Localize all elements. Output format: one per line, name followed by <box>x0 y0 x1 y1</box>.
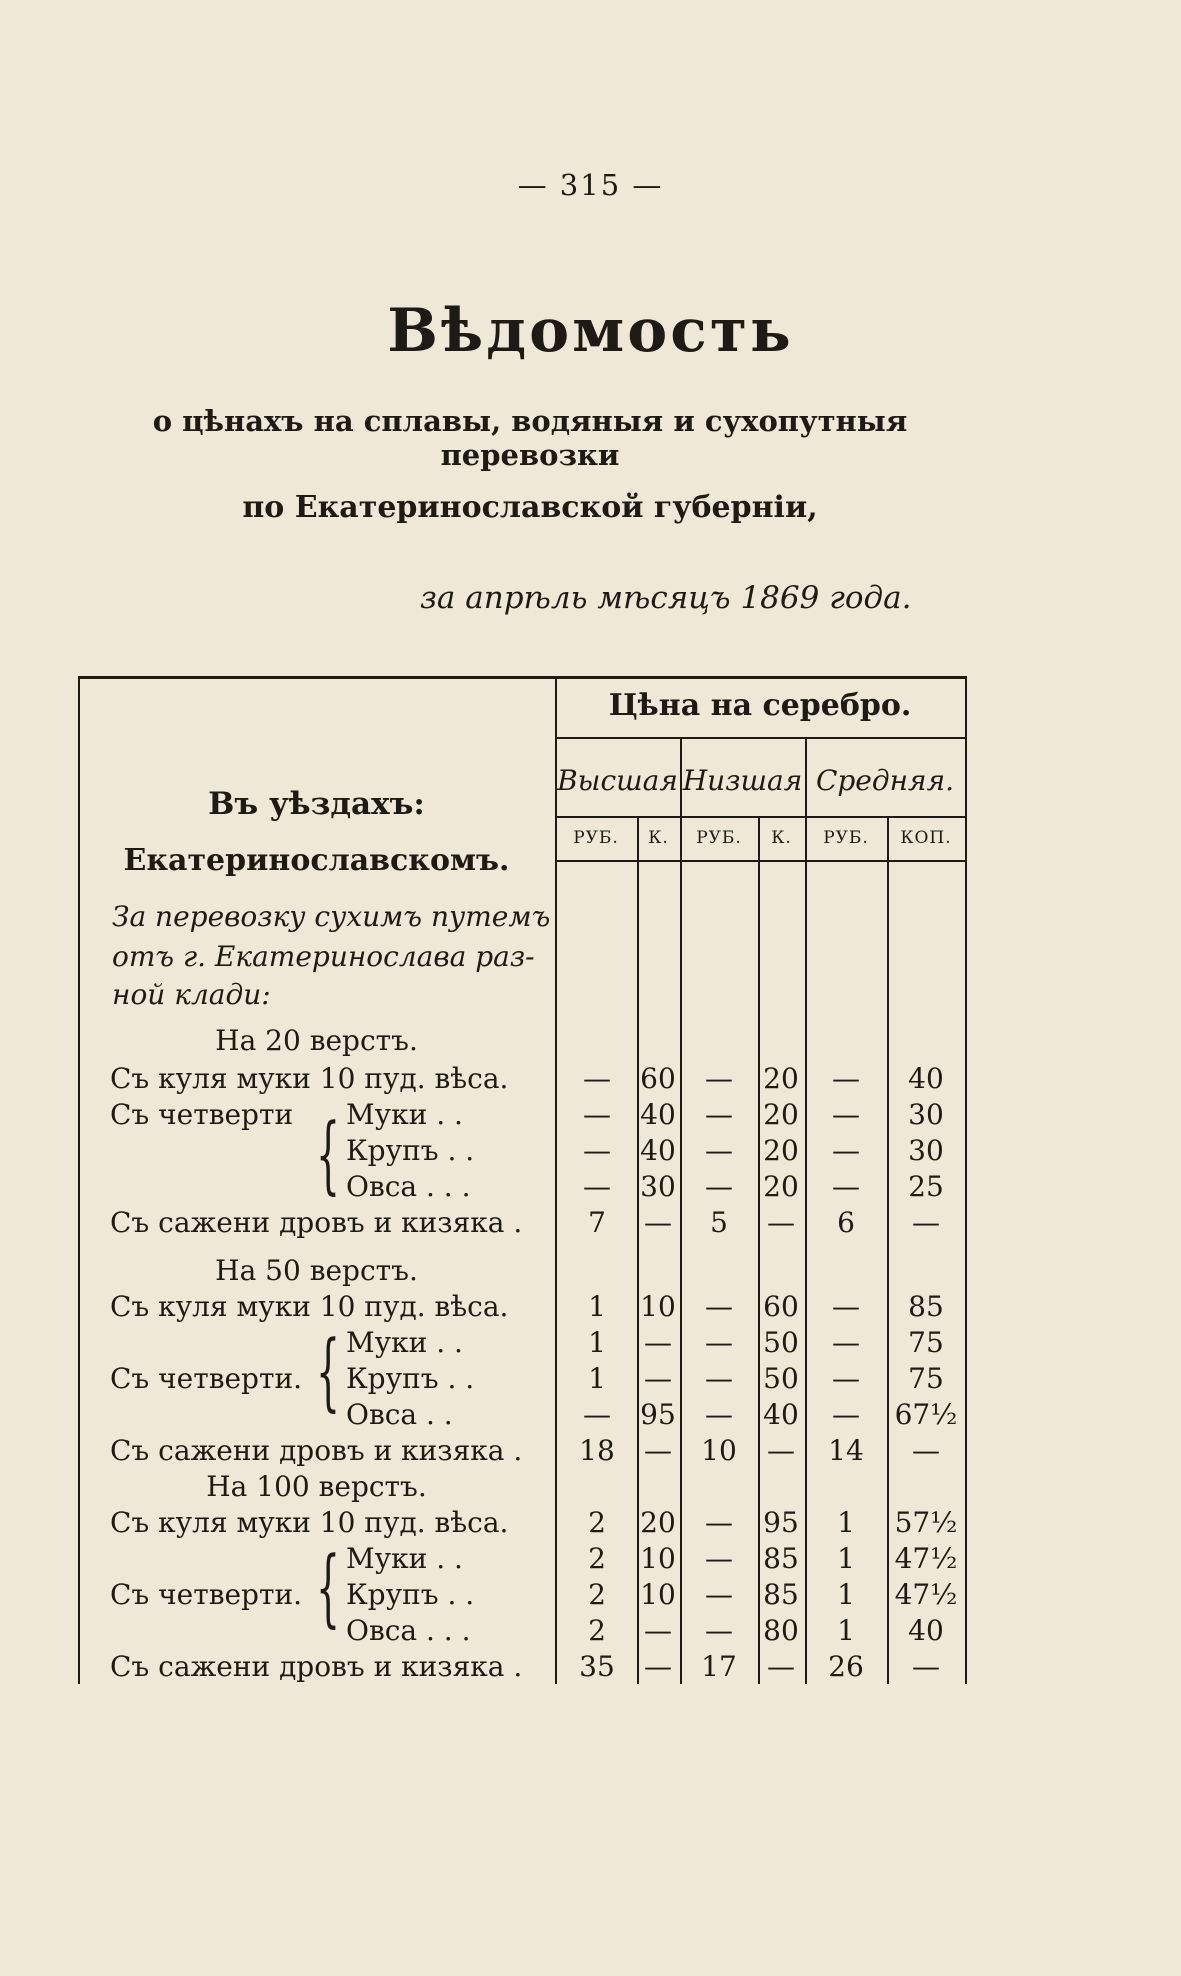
value-cell: 1 <box>588 1290 606 1323</box>
intro-line-1: За перевозку сухимъ путемъ <box>112 900 551 933</box>
value-cell: 85 <box>908 1290 944 1323</box>
value-cell: — <box>832 1326 860 1359</box>
group-lowest: Низшая <box>682 764 803 797</box>
value-cell: 1 <box>588 1326 606 1359</box>
value-cell: 75 <box>908 1326 944 1359</box>
row-sub-label: Овса . . . <box>346 1614 471 1647</box>
value-cell: 10 <box>640 1542 676 1575</box>
row-sub-label: Овса . . <box>346 1398 453 1431</box>
value-cell: — <box>832 1170 860 1203</box>
period-line: за апрѣль мѣсяцъ 1869 года. <box>420 580 912 616</box>
row-label: Съ сажени дровъ и кизяка . <box>110 1650 523 1683</box>
value-cell: 7 <box>588 1206 606 1239</box>
brace-100: { <box>316 1538 341 1636</box>
row-sub-label: Муки . . <box>346 1542 463 1575</box>
value-cell: 40 <box>640 1098 676 1131</box>
value-cell: 17 <box>701 1650 737 1683</box>
value-cell: 14 <box>828 1434 864 1467</box>
value-cell: — <box>644 1206 672 1239</box>
price-header-rule <box>555 737 965 739</box>
value-cell: — <box>705 1542 733 1575</box>
row-label: Съ сажени дровъ и кизяка . <box>110 1206 523 1239</box>
value-cell: 40 <box>908 1614 944 1647</box>
row-sub-label: Крупъ . . <box>346 1134 475 1167</box>
value-cell: 30 <box>908 1134 944 1167</box>
value-cell: — <box>832 1398 860 1431</box>
value-cell: — <box>705 1362 733 1395</box>
document-title: Вѣдомость <box>387 296 794 366</box>
value-cell: 95 <box>640 1398 676 1431</box>
value-cell: 10 <box>701 1434 737 1467</box>
row-label: Съ куля муки 10 пуд. вѣса. <box>110 1506 509 1539</box>
section-heading-50: На 50 верстъ. <box>215 1254 418 1287</box>
unit-kop-3: КОП. <box>900 828 952 848</box>
value-cell: 60 <box>640 1062 676 1095</box>
value-cell: 85 <box>763 1578 799 1611</box>
row-group-label: Съ четверти <box>110 1098 294 1131</box>
unit-kop-1: К. <box>648 828 669 848</box>
value-cell: — <box>644 1326 672 1359</box>
intro-line-2: отъ г. Екатеринослава раз- <box>112 940 535 973</box>
row-label: Съ куля муки 10 пуд. вѣса. <box>110 1062 509 1095</box>
section-heading-100: На 100 верстъ. <box>206 1470 427 1503</box>
row-sub-label: Крупъ . . <box>346 1578 475 1611</box>
value-cell: 20 <box>640 1506 676 1539</box>
value-cell: 35 <box>579 1650 615 1683</box>
value-cell: 2 <box>588 1506 606 1539</box>
price-header: Цѣна на серебро. <box>608 688 912 723</box>
value-cell: — <box>912 1206 940 1239</box>
value-cell: — <box>832 1134 860 1167</box>
value-cell: 18 <box>579 1434 615 1467</box>
value-cell: 20 <box>763 1170 799 1203</box>
value-cell: — <box>705 1134 733 1167</box>
unit-kop-2: К. <box>771 828 792 848</box>
value-cell: — <box>705 1614 733 1647</box>
value-cell: 57½ <box>894 1506 958 1539</box>
value-cell: 75 <box>908 1362 944 1395</box>
group-header-rule <box>555 816 965 818</box>
row-sub-label: Муки . . <box>346 1098 463 1131</box>
value-cell: 80 <box>763 1614 799 1647</box>
unit-rub-1: РУБ. <box>573 828 619 848</box>
table-right-rule <box>965 676 967 1684</box>
group-highest: Высшая <box>557 764 678 797</box>
value-cell: — <box>705 1062 733 1095</box>
value-cell: — <box>583 1134 611 1167</box>
value-cell: 40 <box>640 1134 676 1167</box>
value-cell: — <box>912 1650 940 1683</box>
group-average: Средняя. <box>815 764 955 797</box>
brace-20: { <box>316 1105 341 1203</box>
value-cell: 6 <box>837 1206 855 1239</box>
subtitle-line-1: о цѣнахъ на сплавы, водяныя и сухопутныя перевозки <box>152 404 908 472</box>
value-cell: 25 <box>908 1170 944 1203</box>
value-cell: 1 <box>837 1542 855 1575</box>
value-cell: 10 <box>640 1290 676 1323</box>
value-cell: 10 <box>640 1578 676 1611</box>
value-cell: — <box>767 1650 795 1683</box>
value-cell: 20 <box>763 1062 799 1095</box>
value-cell: — <box>644 1362 672 1395</box>
value-cell: — <box>705 1290 733 1323</box>
row-label: Съ куля муки 10 пуд. вѣса. <box>110 1290 509 1323</box>
value-cell: — <box>705 1398 733 1431</box>
value-cell: — <box>644 1434 672 1467</box>
value-cell: — <box>644 1650 672 1683</box>
value-cell: — <box>705 1506 733 1539</box>
intro-line-3: ной клади: <box>112 978 271 1011</box>
value-cell: 20 <box>763 1134 799 1167</box>
district-heading: Въ уѣздахъ: <box>208 786 425 822</box>
row-sub-label: Овса . . . <box>346 1170 471 1203</box>
row-label: Съ сажени дровъ и кизяка . <box>110 1434 523 1467</box>
value-cell: — <box>832 1062 860 1095</box>
page-number: — 315 — <box>517 168 664 202</box>
value-cell: 30 <box>908 1098 944 1131</box>
value-cell: 1 <box>588 1362 606 1395</box>
row-sub-label: Муки . . <box>346 1326 463 1359</box>
value-cell: — <box>644 1614 672 1647</box>
value-cell: 40 <box>763 1398 799 1431</box>
table-left-rule <box>78 676 80 1684</box>
value-cell: — <box>832 1290 860 1323</box>
value-cell: 40 <box>908 1062 944 1095</box>
value-cell: 50 <box>763 1362 799 1395</box>
section-heading-20: На 20 верстъ. <box>215 1024 418 1057</box>
unit-rub-3: РУБ. <box>823 828 869 848</box>
district-name: Екатеринославскомъ. <box>123 843 510 878</box>
row-group-label: Съ четверти. <box>110 1578 303 1611</box>
value-cell: 1 <box>837 1506 855 1539</box>
value-cell: — <box>832 1098 860 1131</box>
value-cell: 26 <box>828 1650 864 1683</box>
value-cell: 2 <box>588 1614 606 1647</box>
value-cell: 5 <box>710 1206 728 1239</box>
value-cell: 1 <box>837 1614 855 1647</box>
value-cell: — <box>767 1206 795 1239</box>
value-cell: 2 <box>588 1578 606 1611</box>
row-sub-label: Крупъ . . <box>346 1362 475 1395</box>
value-cell: — <box>583 1062 611 1095</box>
value-cell: 47½ <box>894 1542 958 1575</box>
value-cell: — <box>705 1098 733 1131</box>
row-group-label: Съ четверти. <box>110 1362 303 1395</box>
table-top-rule <box>78 676 966 679</box>
value-cell: 47½ <box>894 1578 958 1611</box>
value-cell: 1 <box>837 1578 855 1611</box>
value-cell: 67½ <box>894 1398 958 1431</box>
value-cell: — <box>912 1434 940 1467</box>
unit-rub-2: РУБ. <box>696 828 742 848</box>
value-cell: 85 <box>763 1542 799 1575</box>
value-cell: — <box>832 1362 860 1395</box>
value-cell: — <box>705 1578 733 1611</box>
value-cell: 60 <box>763 1290 799 1323</box>
value-cell: 95 <box>763 1506 799 1539</box>
value-cell: — <box>705 1170 733 1203</box>
value-cell: 2 <box>588 1542 606 1575</box>
unit-header-rule <box>555 860 965 862</box>
value-cell: — <box>767 1434 795 1467</box>
value-cell: — <box>583 1398 611 1431</box>
value-cell: — <box>583 1098 611 1131</box>
value-cell: — <box>705 1326 733 1359</box>
value-cell: 50 <box>763 1326 799 1359</box>
value-cell: 30 <box>640 1170 676 1203</box>
brace-50: { <box>316 1322 341 1420</box>
value-cell: 20 <box>763 1098 799 1131</box>
subtitle-line-2: по Екатеринославской губерніи, <box>242 490 818 525</box>
value-cell: — <box>583 1170 611 1203</box>
